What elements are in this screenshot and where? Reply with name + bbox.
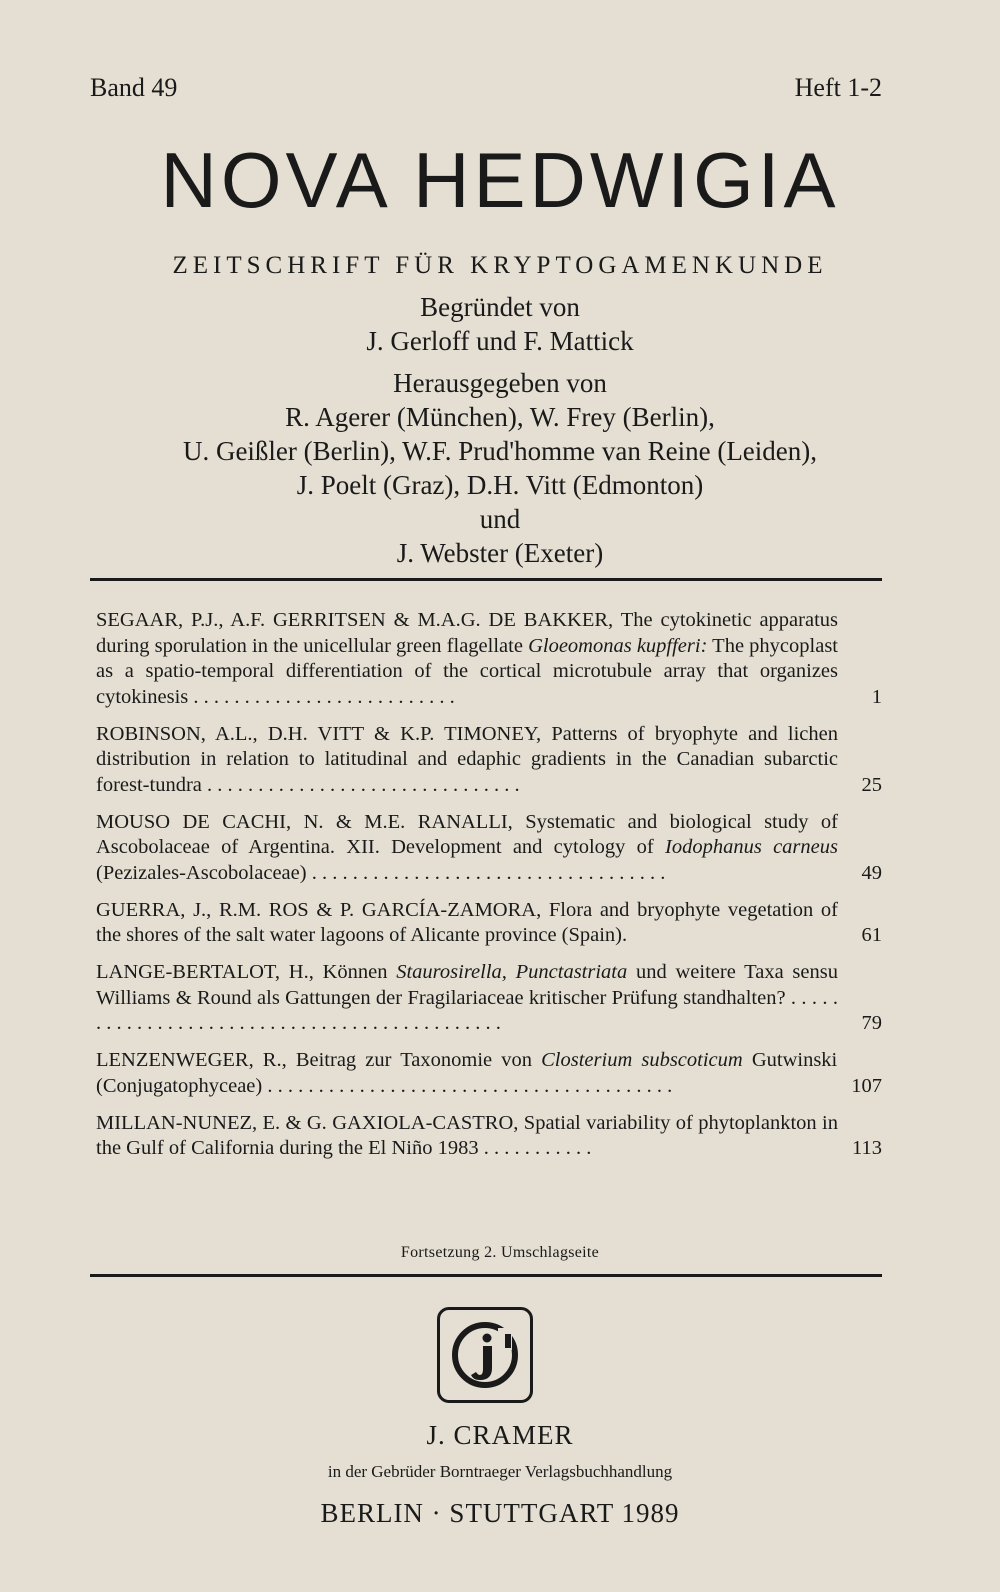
founded-label: Begründet von [420,292,580,322]
toc-title: Können [322,961,397,983]
toc-entry [96,810,882,887]
toc-page: 107 [851,1074,882,1097]
toc-entry-text [96,810,852,887]
toc-entry [96,1111,882,1162]
publisher-logo-icon [437,1307,533,1403]
issue-number: Heft 1-2 [794,73,882,102]
journal-subtitle: ZEITSCHRIFT FÜR KRYPTOGAMENKUNDE [172,252,828,279]
toc-page: 25 [861,773,882,796]
toc-leader: . . . . . . . . . . . . . . . . . . . . . . . . . . . . . . . [201,773,520,796]
toc-entry-text [96,1111,852,1162]
toc-entry [96,898,882,949]
toc-leader: . . . . . . . . . . . . . . . . . . . . . . . . . . [188,685,455,708]
volume-number: Band 49 [90,73,178,102]
toc-entry-text [96,722,852,799]
toc-title: Beitrag zur Taxonomie von [295,1049,542,1071]
toc-title: Patterns of bryophyte and lichen distribution in relation to latitudinal and edaphic gradients in the Canadian subarctic forest-tundra [96,722,838,796]
toc-leader: . . . . . . . . . . . . . . . . . . . . . . . . . . . . . . . . . . . . . . . . [262,1074,673,1097]
editor-line: J. Webster (Exeter) [396,538,604,568]
toc-authors: LANGE-BERTALOT, H., [96,961,323,983]
founders: J. Gerloff und F. Mattick [366,326,634,356]
toc-leader: . . . . . . . . . . . [478,1137,592,1159]
toc-authors: LENZENWEGER, R., [96,1049,296,1071]
toc-page: 61 [861,924,882,946]
toc-title-cont: und weitere Taxa sensu Williams & Round als Gattungen der Fragilariaceae kritischer Prüfung standhalten? [96,961,838,1009]
toc-authors: GUERRA, J., R.M. ROS & P. GARCÍA-ZAMORA, [96,898,549,921]
toc-title-cont: (Pezizales-Ascobolaceae) [96,861,307,884]
publisher-name: J. CRAMER [426,1420,574,1450]
toc-authors: SEGAAR, P.J., A.F. GERRITSEN & M.A.G. DE BAKKER, [96,609,621,631]
toc-entry [96,960,882,1037]
journal-title: NOVA HEDWIGIA [160,136,840,224]
edited-label: Herausgegeben von [393,368,607,398]
publication-place-year: BERLIN · STUTTGART 1989 [320,1498,680,1528]
divider-bottom [90,1274,882,1277]
editorial-block [0,290,1000,570]
divider-top [90,578,882,581]
toc-entry-text [96,608,852,710]
toc-page: 1 [871,685,882,708]
editor-line: U. Geißler (Berlin), W.F. Prud'homme van Reine (Leiden), [182,436,818,466]
editor-line: R. Agerer (München), W. Frey (Berlin), [285,402,715,432]
toc-taxon: Closterium subscoticum [541,1049,743,1071]
continuation-note: Fortsetzung 2. Umschlagseite [400,1244,600,1261]
editor-line: J. Poelt (Graz), D.H. Vitt (Edmonton) [296,470,704,500]
toc-title-cont: Gutwinski (Conjugatophyceae) [96,1049,838,1097]
toc-authors: ROBINSON, A.L., D.H. VITT & K.P. TIMONEY, [96,722,552,745]
toc-title: Flora and bryophyte vegetation of the shores of the salt water lagoons of Alicante province (Spain). [96,898,838,946]
toc-taxon: Iodophanus carneus [665,836,838,858]
toc-entry-text [96,1048,851,1099]
toc-taxon: Staurosirella, Punctastriata [396,961,628,983]
toc-title: Spatial variability of phytoplankton in the Gulf of California during the El Niño 1983 [96,1111,838,1159]
toc-leader: . . . . . . . . . . . . . . . . . . . . . . . . . . . . . . . . . . . [306,861,666,884]
toc-title-cont: The phycoplast as a spatio-temporal differentiation of the cortical microtubule array that organizes cytokinesis [96,634,838,708]
toc-page: 79 [861,1012,882,1034]
toc-page: 49 [861,861,882,884]
toc-entry-text [96,960,852,1037]
toc-title: The cytokinetic apparatus during sporulation in the unicellular green flagellate [96,609,838,657]
volume-line [90,73,882,107]
toc-entry [96,608,882,710]
toc-authors: MILLAN-NUNEZ, E. & G. GAXIOLA-CASTRO, [96,1111,524,1134]
cramer-monogram-icon [440,1310,530,1400]
toc-title: Systematic and biological study of Ascobolaceae of Argentina. XII. Development and cytology of [96,810,839,858]
toc-authors: MOUSO DE CACHI, N. & M.E. RANALLI, [96,810,526,833]
publisher-imprint: in der Gebrüder Borntraeger Verlagsbuchhandlung [327,1462,673,1481]
table-of-contents [96,608,882,1173]
toc-page: 113 [852,1137,882,1159]
toc-entry [96,722,882,799]
toc-leader: . . . . . . . . . . . . . . . . . . . . . . . . . . . . . . . . . . . . . . . . . . . . . [96,986,838,1034]
toc-taxon: Gloeomonas kupfferi: [528,634,708,657]
toc-entry [96,1048,882,1099]
toc-entry-text [96,898,852,949]
editor-line: und [479,504,521,534]
